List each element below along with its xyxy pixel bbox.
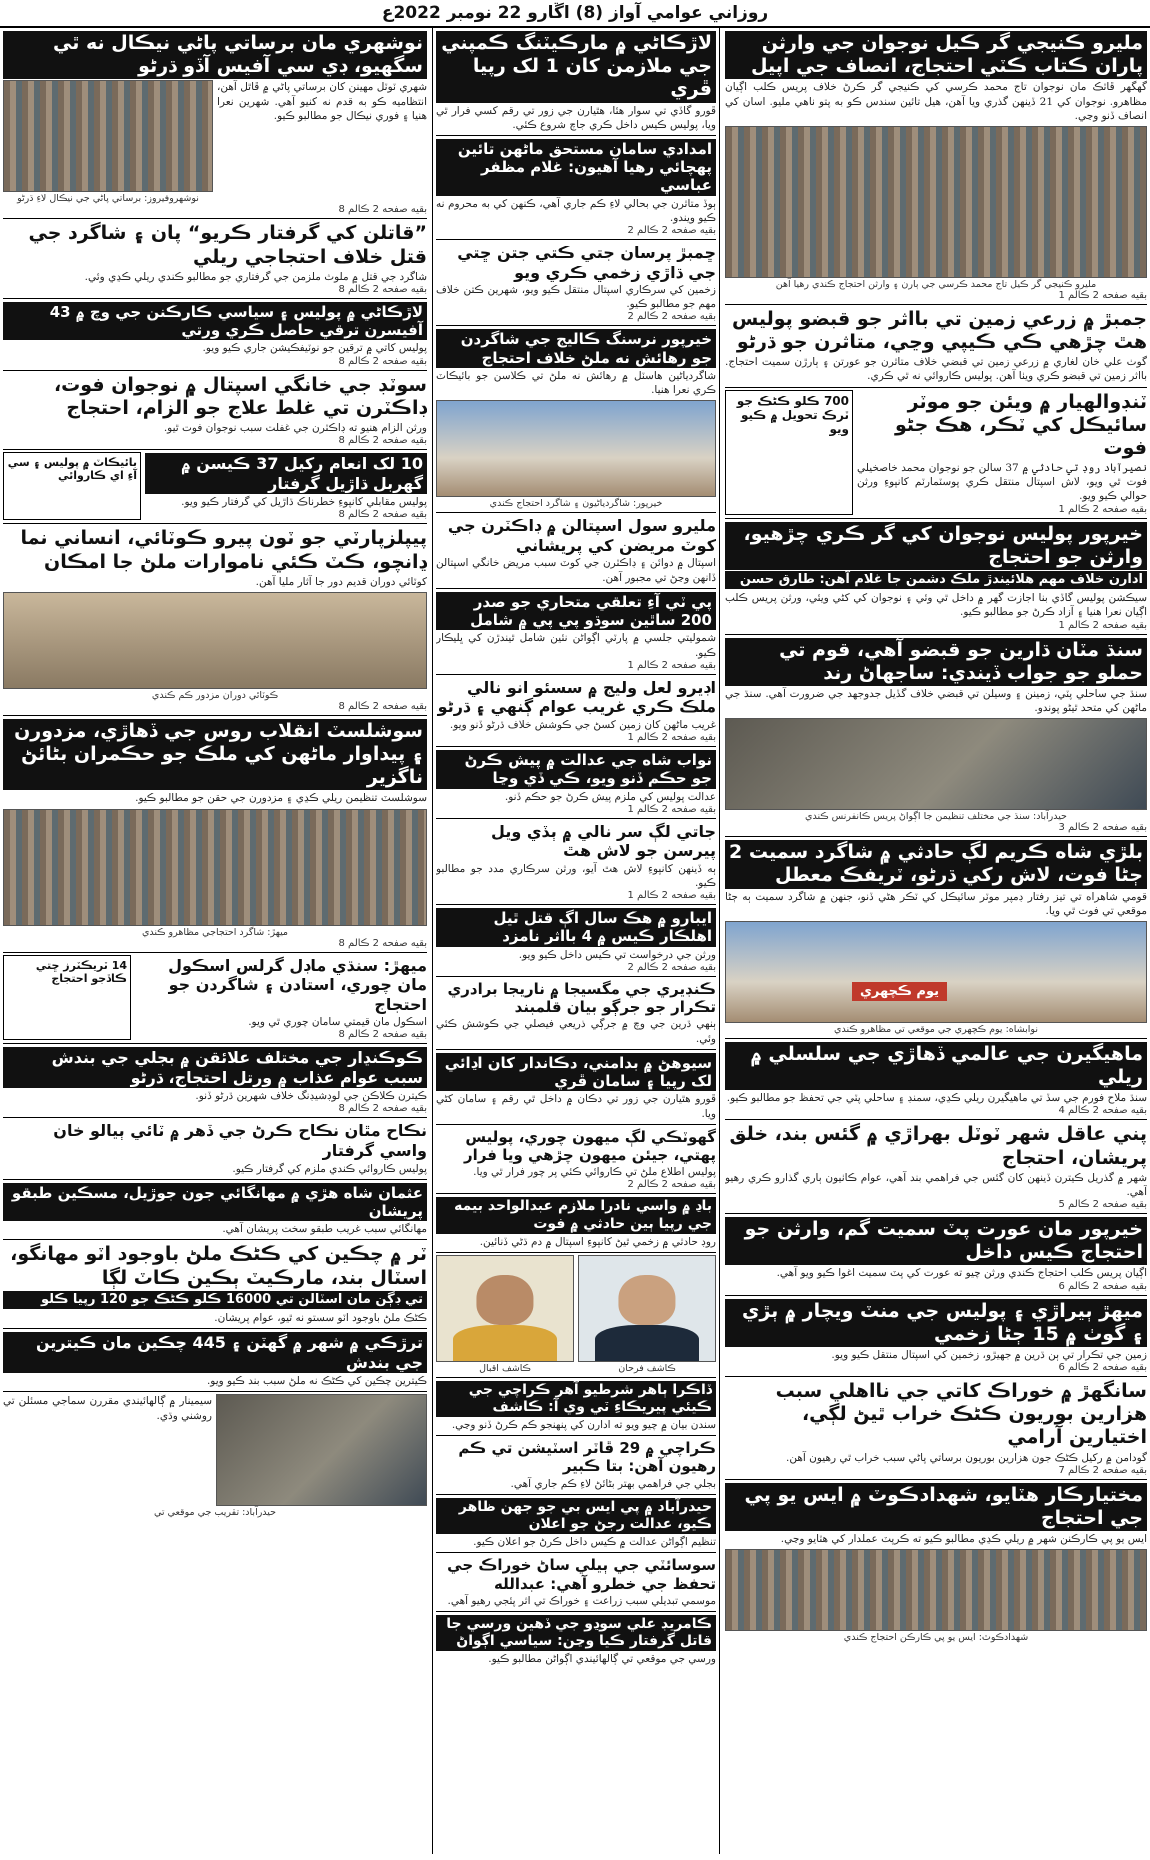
story-body: ڦورو گاڏي تي سوار هئا، هٿيارن جي زور تي رقم کسي فرار ٿي ويا، پوليس ڪيس داخل ڪري جاچ شروع ڪئي. [436,104,716,131]
portrait-face [476,1275,533,1325]
continuation: بقيه صفحه 2 ڪالم 8 [338,1029,427,1041]
continuation: بقيه صفحه 2 ڪالم 8 [338,509,427,521]
story-body: اڳيان پريس ڪلب احتجاج ڪندي ورثن چيو ته عورت کي پٽ سميت اغوا ڪيو ويو آهي. [776,1267,1147,1280]
story-body: عدالت پوليس کي ملزم پيش ڪرڻ جو حڪم ڏنو. [504,790,716,803]
story-body: ڪڻڪ ملڻ باوجود اٽو سستو نه ٿيو، عوام پريشان. [214,1312,427,1325]
story-body: پوليس کاتي ۾ ترقين جو نوٽيفڪيشن جاري ڪيو ويو. [202,342,427,355]
continuation: بقيه صفحه 2 ڪالم 8 [338,283,427,295]
story-body: سيڪشن پوليس گاڏي بنا اجازت گهر ۾ داخل ٿي وئي ۽ نوجوان کي کڻي ويئي، ورثن پريس ڪلب اڳيان نعرا هنيا ۽ آزاد ڪرڻ جو مطالبو ڪيو. [725,592,1147,619]
headline: ٽر ۾ چڪين کي ڪڻڪ ملڻ باوجود اٽو مهانگو، اسٽال بند، مارڪيٽ ٻڪين ڪاٽ لڳا [10,1243,427,1289]
headline: امدادي سامان مستحق ماڻهن تائين پهچائي رهيا آهيون: غلام مظفر عباسي [436,139,716,196]
story-body: شموليتي جلسي ۾ پارٽي اڳواڻن نئين شامل ٿيندڙن کي ڀليڪار ڪيو. [436,632,716,659]
story [436,589,716,675]
headline: نواب شاه جي عدالت ۾ پيش ڪرڻ جو حڪم ڏنو ويو، ڪي ڏي وڃا [436,750,716,789]
story [436,1050,716,1125]
news-photo [3,592,427,689]
continuation: بقيه صفحه 2 ڪالم 4 [1058,1105,1147,1117]
story-body: ٻوڏ متاثرن جي بحالي لاءِ ڪم جاري آهي، ڪنهن کي به محروم نه ڪيو ويندو. [436,197,716,224]
continuation: بقيه صفحه 2 ڪالم 6 [1058,1362,1147,1374]
news-photo [725,1549,1147,1631]
headline: ڏاڪرا ٻاهر شرطيو آهر ڪراچي جي ڪيئي پيريڪاءِ ٽي وي آ: ڪاشف [436,1381,716,1417]
portrait-row [436,1253,716,1378]
headline: نوشهري مان برساتي پاڻي نيڪال نه ٿي سگهيو، ڊي سي آفيس آڏو ڌرڻو [3,31,427,79]
story-body: زخمين کي سرڪاري اسپتال منتقل ڪيو ويو، شهرين ڪتن خلاف مهم جو مطالبو ڪيو. [436,284,716,311]
continuation: بقيه صفحه 2 ڪالم 2 [627,1179,716,1191]
story-body: کوٽائي دوران قديم دور جا آثار مليا آهن. [255,575,427,588]
portrait-photo [436,1255,574,1362]
continuation: بقيه صفحه 2 ڪالم 5 [1058,1199,1147,1211]
story-body: ڪيترن ڪلاڪن جي لوڊشيڊنگ خلاف شهرين ڌرڻو ڏنو. [195,1090,427,1103]
story [436,905,716,977]
headline: لاڙڪاڻي ۾ مارڪيٽنگ ڪمپني جي ملازمن کان 1 لک رپيا ڦري [436,31,716,103]
photo-caption: ميهڙ: شاگرد احتجاجي مظاهرو ڪندي [141,926,289,938]
photo-caption: ڪاشف اقبال [479,1362,531,1374]
masthead: روزاني عوامي آواز (8) اڱارو 22 نومبر 2022ع [0,0,1150,28]
story-body: ڪيترين چڪين کي ڪڻڪ نه ملڻ سبب بند ڪيو ويو. [206,1375,427,1388]
headline: ميهڙ ٻيراڙي ۽ پوليس جي منٽ ويچار ۾ ٻڙي ۽ گوٺ ۾ 15 ڄڻا زخمي [725,1299,1147,1347]
headline: مليرو ڪنيجي گر ڪيل نوجوان جي وارثن پاران ڪتاب ڪٽي احتجاج، انصاف جي اپيل [725,31,1147,79]
story [3,716,427,953]
photo-caption: حيدرآباد: سنڌ جي مختلف تنظيمن جا اڳواڻ پريس ڪانفرنس ڪندي [805,811,1067,823]
story [436,747,716,819]
story-body: سندن بيان ۾ چيو ويو ته ادارن کي پنهنجو ڪم ڪرڻ ڏنو وڃي. [451,1418,716,1431]
story [3,371,427,451]
story-body: شهري ٽوٽل مهينن کان برساتي پاڻي ۾ ڦاٿل آهن، انتظاميه ڪو به قدم نه کنيو آهي. شهرين نعرا هنيا ۽ فوري نيڪال جو مطالبو ڪيو. [217,81,427,122]
portrait-suit [595,1325,698,1361]
continuation: بقيه صفحه 2 ڪالم 3 [1058,822,1147,834]
column-left [0,28,430,1854]
story [3,299,427,371]
news-photo [725,126,1147,278]
story-body: روڊ حادثي ۾ زخمي ٿيڻ کانپوءِ اسپتال ۾ دم ڌڻي ڏنائين. [479,1235,716,1248]
story-body: پوليس ڪاروائي ڪندي ملزم کي گرفتار ڪيو. [232,1162,427,1175]
headline: عثمان شاه هڙي ۾ مهانگائي جون جوڙيل، مسڪين طبقو پريشان [3,1183,427,1222]
headline: باڍ ۾ واسي نادرا ملازم عبدالواحد بيمه جي رپيا ٻين حادثي ۾ فوت [436,1197,716,1233]
story [436,1378,716,1436]
continuation: بقيه صفحه 2 ڪالم 1 [1058,289,1147,301]
headline: ”قاتلن کي گرفتار ڪريو“ پان ۽ شاگرد جي قتل خلاف احتجاجي ريلي [28,222,427,268]
headline: خيرپور نرسنگ ڪاليج جي شاگردن جو رهائش نه ملڻ خلاف احتجاج [436,329,716,368]
story-body: گوٺ علي خان لغاري ۾ زرعي زمين تي قبضي خلاف متاثرن جو عورتن ۽ ٻارڙن سميت احتجاج. بااثر زمين تي قبضو ڪري ويٺا آهن. پوليس ڪاروائي نه ٿي ڪري. [725,356,1147,383]
headline: جمبڙ ۾ زرعي زمين تي بااثر جو قبضو پوليس هٿ چڙهي ڪي ڪيپي وڃي، متاثرن جو ڌرڻو [731,307,1147,354]
story [3,450,427,524]
story-body: شاگردياڻين هاسٽل ۾ رهائش نه ملڻ تي ڪلاسن جو بائيڪاٽ ڪري نعرا هنيا. [436,370,716,397]
story-body: ورثن جي درخواست تي ڪيس داخل ڪيو ويو. [518,948,716,961]
headline: ڪراچي ۾ 29 ڦاٽر اسٽيشن تي ڪم رهيون آهن: بتا ڪبير [458,1439,716,1476]
story-body: ايس يو پي ڪارڪنن شهر ۾ ريلي ڪڍي مطالبو ڪيو ته ڪرپٽ عملدار کي هٽايو وڃي. [780,1533,1147,1546]
story [725,519,1147,635]
story [436,240,716,326]
headline: خيرپور مان عورت پٽ سميت گم، وارثن جو احتجاج ڪيس داخل [725,1217,1147,1265]
story-body: اسڪول مان قيمتي سامان چوري ٿي ويو. [248,1016,427,1029]
continuation: بقيه صفحه 2 ڪالم 1 [627,731,716,743]
headline: سنڌ مٽان ڌارين جو قبضو آهي، قوم تي حملو جو جواب ڏيندي: ساجهاڻ رند [725,638,1147,686]
story [436,513,716,588]
story-body: غريب ماڻهن کان زمين کسڻ جي ڪوشش خلاف ڌرڻو ڏنو ويو. [449,718,716,731]
story [725,1377,1147,1480]
headline: جاتي لڳ سر نالي ۾ ٻڏي ويل پيرسن جو لاش هٿ [491,821,716,861]
story [436,326,716,513]
headline: پي ٽي آءِ تعلقي متحاري جو صدر 200 ساٿين سوڌو پي پي ۾ شامل [436,592,716,631]
story [3,219,427,299]
headline: 10 لک انعام رکيل 37 ڪيسن ۾ گهربل ڌاڙيل گرفتار [145,453,427,494]
headline: لاڙڪاڻي ۾ پوليس ۽ سياسي ڪارڪنن جي وچ ۾ 43 آفيسرن ترقي حاصل ڪري ورتي [3,302,427,341]
news-photo [3,809,427,926]
headline: پيپلزپارٽي جو ٽون پيرو ڪوٽائي، انساني نما ڍانچو، ڪٽ ڪئي ناموارات ملڻ جا امڪان [20,527,427,573]
photo-caption: حيدرآباد: تقريب جي موقعي تي [153,1507,277,1519]
story [436,977,716,1050]
story-body: ورسي جي موقعي تي ڳالهائيندي اڳواڻن مطالبو ڪيو. [488,1653,716,1666]
story [725,388,1147,519]
column-right [722,28,1150,1854]
headline: سوٽڊ جي خانگي اسپتال ۾ نوجوان فوت، ڊاڪٽرن تي غلط علاج جو الزام، احتجاج [53,373,427,419]
story [725,28,1147,305]
story [725,305,1147,388]
story [3,953,427,1045]
headline: نڪاح مٿان نڪاح ڪرڻ جي ڏهر ۾ ٽائي ٻيالو خان واسي گرفتار [53,1121,427,1160]
story [436,1194,716,1252]
story [725,1480,1147,1647]
story-body: گهگهر ڦاٽڪ مان نوجوان تاج محمد ڪرسي کي ڪنيجي گر ڪرڻ خلاف پريس ڪلب اڳيان مظاهرو. نوجوان کي 21 ڏينهن گذري ويا آهن، هيل تائين سندس ڪو به پتو ناهي مليو. اسان کي انصاف ڏنو وڃي. [725,81,1147,122]
headline: پني عاقل شهر ٽوٽل بهراڙي ۾ گئس بند، خلق پريشان، احتجاج [729,1123,1147,1169]
headline: ٽنڊوالهيار ۾ ويئن جو موٽر سائيڪل کي ٽڪر، هڪ جڻو فوت [894,390,1147,459]
story [725,1120,1147,1214]
photo-caption: نوابشاه: يوم ڪچهري جي موقعي تي مظاهرو ڪندي [834,1023,1038,1035]
story [3,28,427,219]
news-photo [3,80,213,192]
story-body: پوليس مقابلي کانپوءِ خطرناڪ ڌاڙيل کي گرفتار ڪيو ويو. [181,496,427,509]
photo-caption: ڪاشف فرحان [618,1362,676,1374]
story [436,1436,716,1495]
photo-caption: مليرو ڪنيجي گر ڪيل تاج محمد ڪرسي جي ٻارن ۽ وارثن احتجاج ڪندي رهيا آهن [775,278,1097,290]
story-body: شاگرد جي قتل ۾ ملوث ملزمن جي گرفتاري جو مطالبو ڪندي ريلي ڪڍي وئي. [84,270,427,283]
story-body: مهانگائي سبب غريب طبقو سخت پريشان آهي. [222,1223,427,1236]
story [436,136,716,240]
story-body: موسمي تبديلي سبب زراعت ۽ خوراڪ تي اثر پئجي رهيو آهي. [447,1594,716,1607]
photo-caption: ڪوٽائي دوران مزدور ڪم ڪندي [151,689,279,701]
photo-caption: شهدادڪوٽ: ايس يو پي ڪارڪن احتجاج ڪندي [843,1632,1029,1644]
continuation: بقيه صفحه 2 ڪالم 1 [627,803,716,815]
news-photo [725,921,1147,1023]
headline: خيرپور پوليس نوجوان کي گر ڪري چڙهيو، وارثن جو احتجاج [725,522,1147,570]
headline: مليرو سول اسپتالن ۾ ڊاڪٽرن جي کوٽ مريضن کي پريشاني [447,516,716,555]
story-body: قومي شاهراه تي تيز رفتار ڊمپر موٽر سائيڪل کي ٽڪر هڻي ڏنو، جنهن ۾ شاگرد سميت ٻه ڄڻا موقعي تي فوت ٿي ويا. [725,890,1147,917]
story [3,1180,427,1241]
subheadline: ادارن خلاف مهم هلائيندڙ ملڪ دشمن جا غلام آهن: طارق حسن [725,571,1147,589]
headline: حيدرآباد ۾ پي ايس بي جو جهن ظاهر ڪيو، عدالت رجڻ جو اعلان [436,1498,716,1534]
news-photo [436,400,716,497]
side-box: 700 ڪلو ڪڻڪ جو ٽرڪ تحويل ۾ ڪيو ويو [725,390,853,515]
story [436,1612,716,1669]
story-body: سنڌ ملاح فورم جي سڏ تي ماهيگيرن ريلي ڪڍي، سمنڊ ۽ ساحلي پٽي جي تحفظ جو مطالبو ڪيو. [726,1092,1147,1105]
story [725,1296,1147,1378]
story-body: سنڌ جي ساحلي پٽي، زمينن ۽ وسيلن تي قبضي خلاف گڏيل جدوجهد جي ضرورت آهي. سنڌ جي ماڻهن کي متحد ٿيڻو پوندو. [725,687,1147,715]
headline: ماهيگيرن جي عالمي ڏهاڙي جي سلسلي ۾ ريلي [725,1042,1147,1090]
story-body: تنظيم اڳواڻن عدالت ۾ ڪيس داخل ڪرڻ جو اعلان ڪيو. [473,1536,716,1549]
portrait-suit [453,1325,556,1361]
continuation: بقيه صفحه 2 ڪالم 8 [338,435,427,447]
headline: ڪوڪنڍار جي مختلف علائقن ۾ بجلي جي بندش سبب عوام عذاب ۾ ورتل احتجاج، ڌرڻو [3,1047,427,1088]
story-body: سيمينار ۾ ڳالهائيندي مقررن سماجي مسئلن تي روشني وڌي. [3,1395,212,1422]
headline: سيوهڻ ۾ بدامني، دڪاندار کان اڍائي لک رپيا ۽ سامان ڦري [436,1053,716,1092]
column-middle [432,28,720,1854]
story-body: نصيرآباد روڊ تي حادثي ۾ 37 سالن جو نوجوان محمد خاصخيلي فوت ٿي ويو، لاش اسپتال منتقل ڪري پوسٽمارٽم کانپوءِ ورثن حوالي ڪيو ويو. [857,462,1147,503]
story-body: شهر ۾ گذريل ڪيترن ڏينهن کان گئس جي فراهمي بند آهي، عوام ڪاٺيون ٻاري گذارو ڪري رهيو آهي. [725,1171,1147,1198]
continuation: بقيه صفحه 2 ڪالم 1 [627,659,716,671]
story [725,635,1147,838]
story-body: ٻنهي ڌرين جي وچ ۾ جرڳي ذريعي فيصلي جي ڪوشش ڪئي وئي. [436,1018,716,1045]
headline: ڇمبڙ پرسان جتي ڪتي جتن ڇتي جي ڌاڙي زخمي ڪري ويو [457,243,716,282]
photo-caption: خيرپور: شاگردياڻيون ۽ شاگرد احتجاج ڪندي [489,498,663,510]
headline: اڊيرو لعل وليج ۾ سسئو انو نالي ملڪ ڪري غريب عوام ڳنهي ۽ ڌرڻو [437,677,716,717]
story-body: زمين جي تڪرار تي ٻن ڌرين ۾ جهيڙو، زخمين کي اسپتال منتقل ڪيو ويو. [831,1348,1147,1361]
story-body: ورثن الزام هنيو ته ڊاڪٽرن جي غفلت سبب نوجوان فوت ٿيو. [163,421,427,434]
story [436,28,716,136]
story [3,1392,427,1521]
story [3,1044,427,1118]
continuation: بقيه صفحه 2 ڪالم 1 [1058,619,1147,631]
story [3,1118,427,1179]
story [436,1125,716,1195]
continuation: بقيه صفحه 2 ڪالم 8 [338,700,427,712]
headline: سوسائٽي جي ٻيلي ساڻ خوراڪ جي تحفظ جي خطرو آهي: عبدالله [447,1556,716,1593]
story [436,1553,716,1612]
story [436,675,716,747]
portrait-face [618,1275,675,1325]
headline: بلڙي شاه ڪريم لڳ حادثي ۾ شاگرد سميت 2 ڄڻا فوت، لاش رکي ڌرڻو، ٽريفڪ معطل [725,840,1147,888]
continuation: بقيه صفحه 2 ڪالم 2 [627,311,716,323]
headline: مختيارڪار هٽايو، شهدادڪوٽ ۾ ايس يو پي جي احتجاج [725,1483,1147,1531]
headline: سانگهڙ ۾ خوراڪ کاتي جي نااهلي سبب هزارين بوريون ڪڻڪ خراب ٿيڻ لڳي، اختيارين آرامي [775,1380,1147,1449]
news-photo [216,1394,427,1506]
portrait-photo [578,1255,716,1362]
headline: سوشلسٽ انقلاب روس جي ڏهاڙي، مزدورن ۽ پيداوار ماڻهن کي ملڪ جو حڪمران بڻائڻ ناگزير [3,719,427,791]
photo-caption: نوشهروفيروز: برساتي پاڻي جي نيڪال لاءِ ڌرڻو [17,193,199,205]
continuation: بقيه صفحه 2 ڪالم 1 [627,890,716,902]
headline: ترڙڪي ۾ شهر ۾ گهٽن ۽ 445 چڪين مان ڪيترين جي بندش [3,1332,427,1373]
story [3,524,427,716]
continuation: بقيه صفحه 2 ڪالم 7 [1058,1464,1147,1476]
continuation: بقيه صفحه 2 ڪالم 8 [338,937,427,949]
story [725,1039,1147,1121]
continuation: بقيه صفحه 2 ڪالم 8 [338,355,427,367]
continuation: بقيه صفحه 2 ڪالم 6 [1058,1280,1147,1292]
story-body: اسپتال ۾ دوائن ۽ ڊاڪٽرن جي کوٽ سبب مريض خانگي اسپتالن ڏانهن وڃڻ تي مجبور آهن. [436,557,716,584]
subheadline: تي ڊڳن مان اسٽالن تي 16000 ڪلو ڪڻڪ جو 120 رپيا ڪلو [3,1291,427,1309]
headline: گهوٽڪي لڳ ميهون چوري، پوليس پهتي، جيئن ميهون چڙهي ويا فرار [464,1127,716,1164]
side-box: 14 ٽريڪٽرز ڇتي ڪاڏجو احتجاج [3,955,131,1041]
story [725,1214,1147,1296]
story-body: سوشلسٽ تنظيمن ريلي ڪڍي ۽ مزدورن جي حقن جو مطالبو ڪيو. [135,792,427,805]
continuation: بقيه صفحه 2 ڪالم 2 [627,961,716,973]
story [3,1329,427,1392]
headline: ايبارو ۾ هڪ سال اڳ قتل ٿيل اهلڪار ڪيس ۾ 4 بااثر نامزد [436,908,716,947]
continuation: بقيه صفحه 2 ڪالم 8 [338,1103,427,1115]
story-body: گودامن ۾ رکيل ڪڻڪ جون هزارين بوريون برساتي پاڻي سبب خراب ٿي رهيون آهن. [786,1451,1147,1464]
continuation: بقيه صفحه 2 ڪالم 8 [338,204,427,216]
news-photo [725,718,1147,810]
story-body: ڦورو هٿيارن جي زور تي دڪان ۾ داخل ٿي رقم ۽ سامان کڻي ويا. [436,1093,716,1120]
continuation: بقيه صفحه 2 ڪالم 1 [1058,503,1147,515]
story [725,837,1147,1039]
headline: ميهڙ: سنڌي ماڊل گرلس اسڪول مان چوري، استادن ۽ شاگردن جو احتجاج [168,955,427,1014]
story-body: پوليس اطلاع ملڻ تي ڪاروائي ڪئي پر چور فرار ٿي ويا. [473,1166,716,1179]
side-box: بائيڪاٽ ۾ پوليس ۽ سي آءِ اي ڪاروائي [3,452,141,520]
story [3,1240,427,1329]
continuation: بقيه صفحه 2 ڪالم 2 [627,225,716,237]
story [436,819,716,905]
banner-in-photo: يوم ڪچهري [852,982,947,1001]
story-body: بجلي جي فراهمي بهتر بڻائڻ لاءِ ڪم جاري آهي. [510,1477,716,1490]
story [436,1495,716,1553]
story-body: ٻه ڏينهن کانپوءِ لاش هٿ آيو، ورثن سرڪاري مدد جو مطالبو ڪيو. [436,862,716,889]
headline: ڪامريڊ علي سوڍو جي ڏهين ورسي جا قاتل گرفتار ڪيا وڃن: سياسي اڳواڻ [436,1615,716,1651]
headline: ڪنڊيري جي مگسيجا ۾ ناريجا برادري تڪرار جو جرڳو بيان قلمبند [447,979,716,1017]
